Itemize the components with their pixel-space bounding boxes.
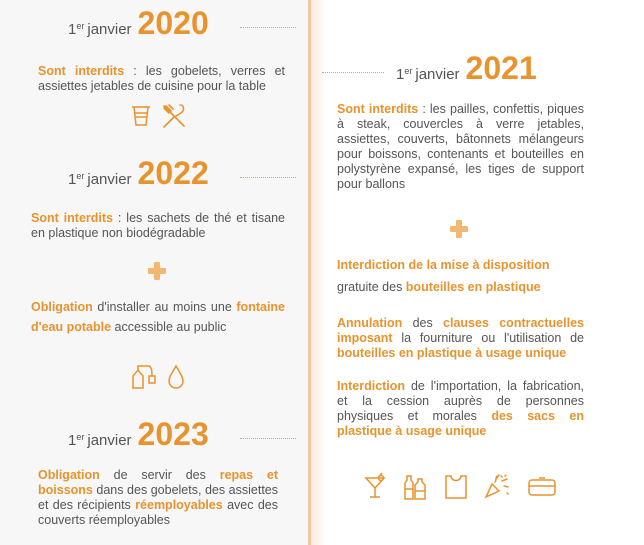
rule-2023-text: Obligation de servir des repas et boissons dans des gobelets, des assiettes et des récipients réemployables avec des couverts réemployables xyxy=(38,468,278,527)
cup-icon xyxy=(130,104,152,128)
rule-2021-text: Sont interdits : les pailles, confettis, piques à steak, couvercles à verre jetables, assiettes, couverts, bâtonnets mélangeurs pour boissons, contenants et bouteilles en polystyrène expansé, les tiges de support pour ballons xyxy=(337,102,584,191)
dotted-leader xyxy=(240,27,296,28)
dotted-leader xyxy=(322,72,384,73)
date-month: janvier xyxy=(87,432,132,449)
bottles-icon xyxy=(402,473,428,501)
plus-icon xyxy=(450,220,468,238)
dotted-leader xyxy=(240,438,296,439)
date-heading-2021 xyxy=(396,50,537,86)
date-day: 1 xyxy=(68,171,77,188)
date-month: janvier xyxy=(415,66,460,83)
date-heading-2022 xyxy=(68,155,209,191)
plus-icon xyxy=(148,262,166,280)
rule-2021-free-bottles-heading: Interdiction de la mise à disposition xyxy=(337,258,550,272)
rule-2022-text: Sont interdits : les sachets de thé et tisane en plastique non biodégradable xyxy=(31,211,285,240)
plastic-bag-icon xyxy=(443,472,469,500)
date-year: 2021 xyxy=(465,50,537,86)
water-drop-icon xyxy=(166,364,186,390)
date-day: 1 xyxy=(396,66,405,83)
date-sup: er xyxy=(76,432,85,442)
cocktail-icon xyxy=(364,472,386,500)
dotted-leader xyxy=(240,177,296,178)
date-year: 2022 xyxy=(137,155,209,191)
rule-2020-text: Sont interdits : les gobelets, verres et assiettes jetables de cuisine pour la table xyxy=(38,64,286,93)
rule-2021-free-bottles-text: gratuite des bouteilles en plastique xyxy=(337,280,541,294)
date-month: janvier xyxy=(87,21,132,38)
food-container-icon xyxy=(526,476,558,498)
tea-bag-icon xyxy=(130,364,158,390)
rule-2021-plastic-bags-text: Interdiction de l'importation, la fabrication, et la cession auprès de personnes physiques et morales des sacs en plastique à usage unique xyxy=(337,379,584,438)
rule-2022-fountain-text: Obligation d'installer au moins une fontaine d'eau potable accessible au public xyxy=(31,300,285,334)
date-month: janvier xyxy=(87,171,132,188)
date-sup: er xyxy=(76,171,85,181)
date-heading-2023 xyxy=(68,416,209,452)
date-sup: er xyxy=(76,21,85,31)
fork-knife-icon xyxy=(160,102,188,130)
date-day: 1 xyxy=(68,432,77,449)
date-day: 1 xyxy=(68,21,77,38)
date-sup: er xyxy=(404,66,413,76)
date-heading-2020 xyxy=(68,5,209,41)
confetti-icon xyxy=(483,472,511,500)
rule-2021-contract-clauses-text: Annulation des clauses contractuelles imposant la fourniture ou l'utilisation de bouteilles en plastique à usage unique xyxy=(337,316,584,360)
date-year: 2023 xyxy=(137,416,209,452)
date-year: 2020 xyxy=(137,5,209,41)
timeline-divider xyxy=(308,0,311,545)
